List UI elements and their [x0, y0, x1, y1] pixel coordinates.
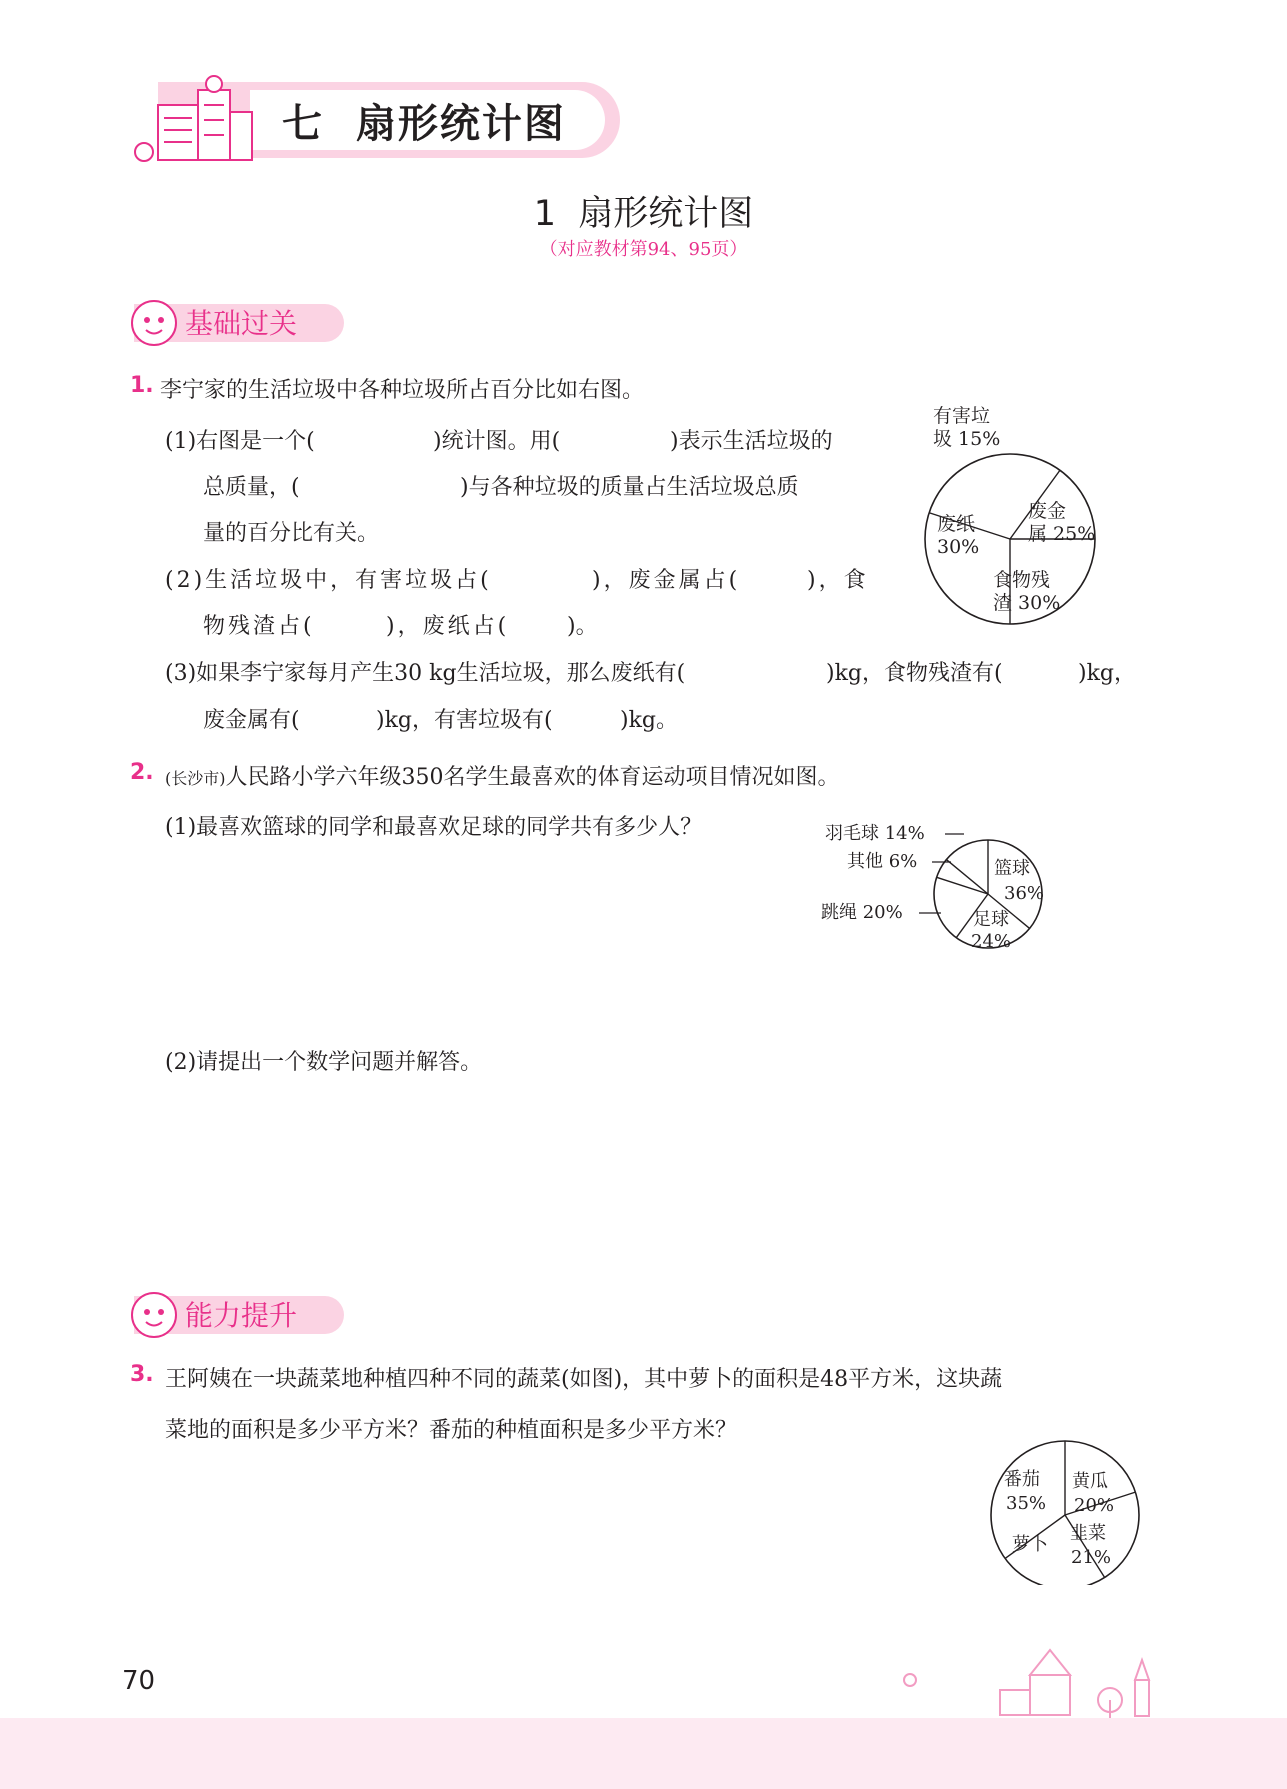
page-number: 70 — [122, 1666, 156, 1696]
pie2-label-football-a: 足球 — [973, 909, 1009, 930]
pie2-label-basketball-a: 篮球 — [994, 858, 1030, 879]
pie2-slice-boundary-3 — [937, 877, 988, 894]
basic-badge-label: 基础过关 — [185, 307, 298, 340]
waste-pie-chart — [915, 400, 1115, 640]
pie2-slice-boundary-4 — [946, 860, 988, 894]
pie3-label-cucumber-a: 黄瓜 — [1072, 1471, 1108, 1492]
q2-part2: (2)请提出一个数学问题并解答。 — [165, 1050, 483, 1075]
q2-number: 2. — [130, 760, 154, 785]
pie2-label-badminton: 羽毛球 14% — [825, 823, 925, 844]
q2-stem-line — [165, 760, 840, 791]
pie1-label-food-a: 食物残 — [993, 569, 1051, 591]
footer-band — [0, 1718, 1287, 1789]
q1-part2-line2c: )。 — [567, 614, 598, 639]
chapter-title — [282, 92, 566, 149]
pie2-label-basketball-b: 36% — [1004, 883, 1045, 904]
footer-castle-icon — [880, 1640, 1180, 1720]
q3-line1: 王阿姨在一块蔬菜地种植四种不同的蔬菜(如图)，其中萝卜的面积是48平方米，这块蔬 — [165, 1367, 1003, 1392]
q1-part1-line2a: 总质量，( — [203, 475, 300, 500]
pie2-label-rope: 跳绳 20% — [821, 902, 903, 923]
vegetable-pie-chart — [970, 1425, 1140, 1585]
q2-part1: (1)最喜欢篮球的同学和最喜欢足球的同学共有多少人？ — [165, 815, 703, 840]
q1-part3-line2c: )kg。 — [620, 708, 678, 733]
pie3-label-chive-b: 21% — [1071, 1547, 1112, 1568]
mascot-icon — [128, 297, 180, 349]
pie3-label-radish: 萝卜 — [1012, 1534, 1048, 1555]
pie1-label-paper-a: 废纸 — [937, 513, 976, 535]
pie3-label-cucumber-b: 20% — [1074, 1495, 1115, 1516]
section-reference: （对应教材第94、95页） — [539, 239, 748, 260]
pie1-label-metal-b: 属 25% — [1028, 523, 1096, 545]
q1-part1-line1a: (1)右图是一个( — [165, 429, 315, 454]
section-title: 1 扇形统计图 — [533, 194, 754, 234]
q1-part2-line1c: )，食 — [807, 568, 869, 593]
q1-stem: 李宁家的生活垃圾中各种垃圾所占百分比如右图。 — [160, 378, 645, 403]
q1-part3-line1a: (3)如果李宁家每月产生30 kg生活垃圾，那么废纸有( — [165, 661, 686, 686]
q3-number: 3. — [130, 1362, 154, 1387]
q1-part3-line1b: )kg，食物残渣有( — [826, 661, 1003, 686]
pie1-label-food-b: 渣 30% — [993, 592, 1061, 614]
q1-part1-line3: 量的百分比有关。 — [203, 521, 380, 546]
advanced-badge-label: 能力提升 — [185, 1299, 298, 1332]
pie2-label-other: 其他 6% — [847, 851, 918, 872]
q1-part2-line1a: (2)生活垃圾中，有害垃圾占( — [165, 568, 492, 593]
mascot-icon — [128, 1289, 180, 1341]
sports-pie-chart — [815, 815, 1065, 970]
q1-part2-line2b: )，废纸占( — [386, 614, 510, 639]
q1-part3-line1c: )kg， — [1078, 661, 1136, 686]
q1-part1-line1c: )表示生活垃圾的 — [670, 429, 833, 454]
pie3-label-chive-a: 韭菜 — [1070, 1523, 1106, 1544]
pie2-label-football-b: 24% — [971, 931, 1012, 952]
pie1-label-metal-a: 废金 — [1028, 500, 1067, 522]
q2-source: (长沙市) — [165, 769, 226, 788]
q3-line2: 菜地的面积是多少平方米？番茄的种植面积是多少平方米？ — [165, 1418, 738, 1443]
chapter-name: 扇形统计图 — [355, 101, 566, 147]
building-icon — [130, 70, 260, 165]
pie3-label-tomato-a: 番茄 — [1004, 1469, 1040, 1490]
chapter-number: 七 — [282, 101, 324, 147]
q1-part1-line2b: )与各种垃圾的质量占生活垃圾总质 — [460, 475, 799, 500]
q1-part3-line2a: 废金属有( — [203, 708, 300, 733]
q1-part1-line1b: )统计图。用( — [433, 429, 561, 454]
pie1-label-paper-b: 30% — [937, 536, 980, 558]
q1-part2-line1b: )，废金属占( — [592, 568, 741, 593]
q1-number: 1. — [130, 373, 154, 398]
q1-part2-line2a: 物残渣占( — [203, 614, 315, 639]
q1-part3-line2b: )kg，有害垃圾有( — [376, 708, 553, 733]
pie1-label-harmful-b: 圾 15% — [933, 428, 1001, 450]
pie1-label-harmful-a: 有害垃 — [933, 405, 991, 427]
pie3-label-tomato-b: 35% — [1006, 1493, 1047, 1514]
q2-stem: 人民路小学六年级350名学生最喜欢的体育运动项目情况如图。 — [225, 765, 840, 790]
